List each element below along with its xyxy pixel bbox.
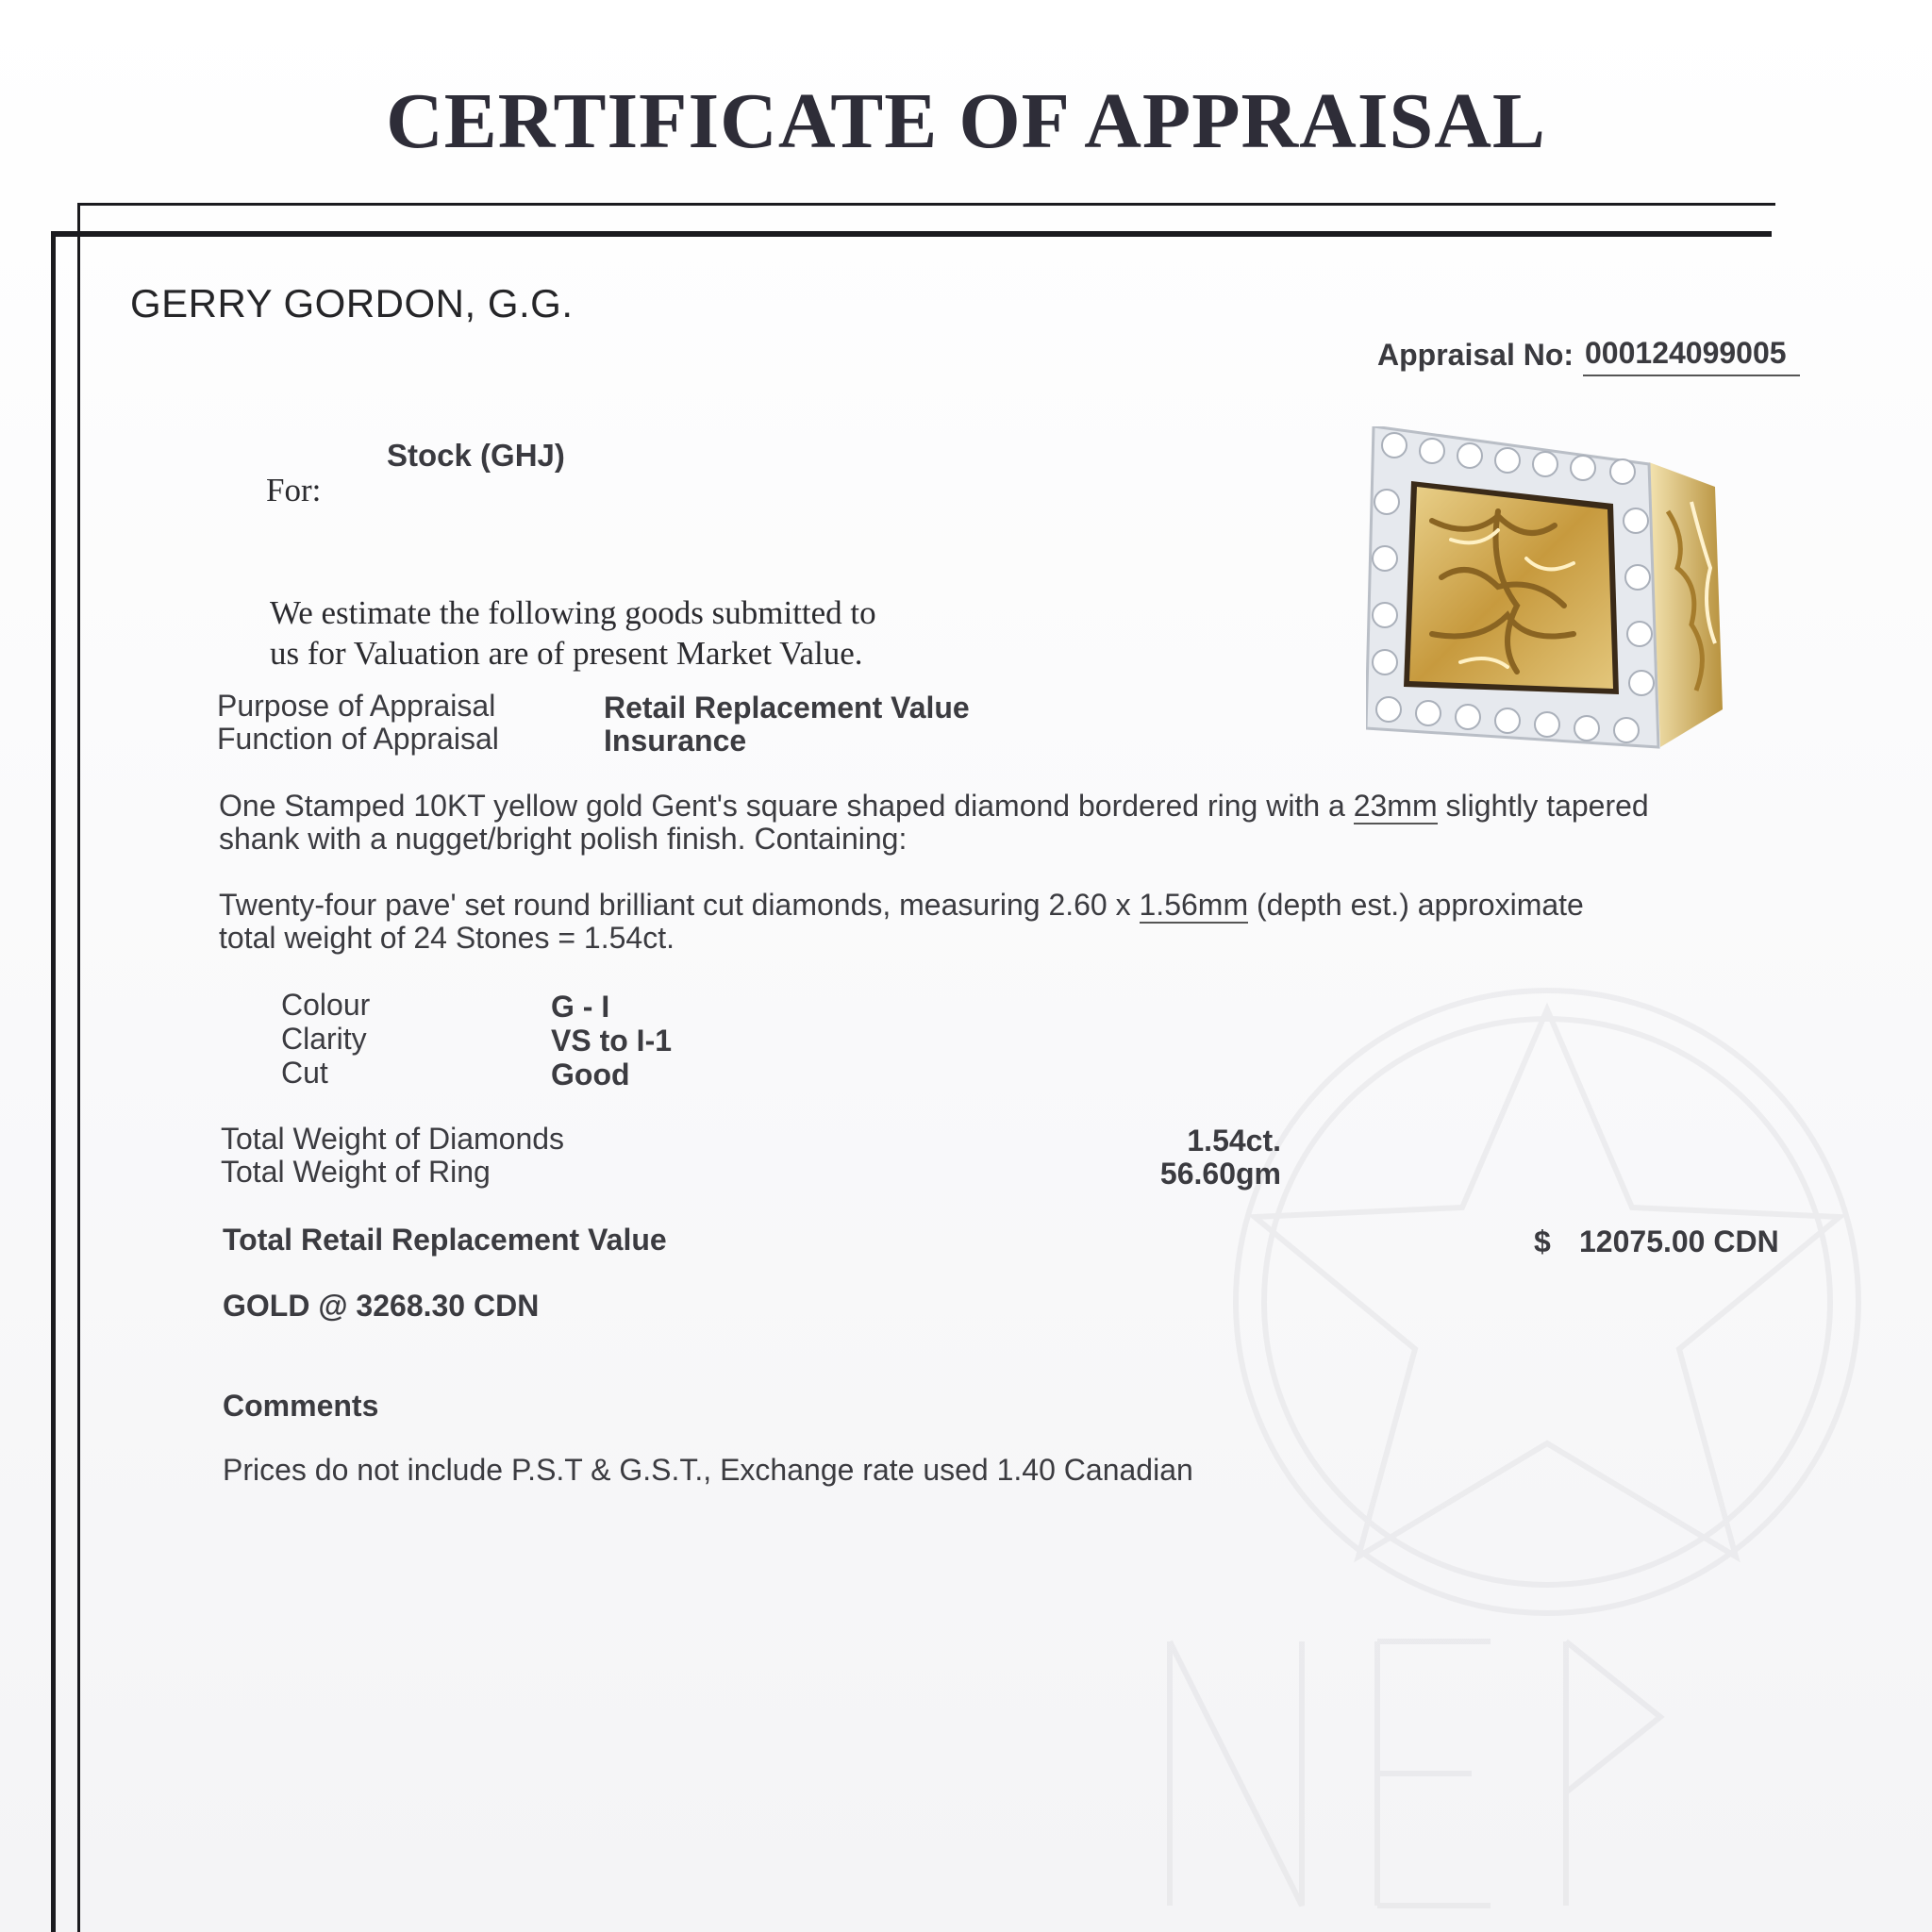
frame-top-outer	[77, 203, 1775, 206]
diamonds-text-b: (depth est.) approximate	[1248, 888, 1584, 922]
comments-heading: Comments	[223, 1389, 379, 1423]
for-label: For:	[266, 472, 322, 508]
comments-text: Prices do not include P.S.T & G.S.T., Exchange rate used 1.40 Canadian	[223, 1453, 1193, 1487]
grading-label-colour: Colour	[281, 988, 371, 1022]
weight-label-diamonds: Total Weight of Diamonds	[221, 1122, 565, 1156]
total-value-amount: 12075.00 CDN	[1579, 1224, 1779, 1258]
purpose-value: Retail Replacement Value	[604, 691, 970, 724]
function-label: Function of Appraisal	[217, 722, 499, 756]
description-measurement: 23mm	[1353, 789, 1438, 823]
total-currency-symbol: $	[1534, 1224, 1551, 1258]
appraisal-number-underline	[1583, 375, 1800, 376]
diamonds-measurement: 1.56mm	[1139, 888, 1249, 922]
client-name: Stock (GHJ)	[387, 438, 565, 473]
description-line-1	[219, 789, 1649, 824]
description-text-a: One Stamped 10KT yellow gold Gent's square shaped diamond bordered ring with a	[219, 789, 1354, 823]
grading-label-clarity: Clarity	[281, 1022, 367, 1056]
appraiser-name: GERRY GORDON, G.G.	[130, 281, 574, 325]
frame-top-inner	[53, 231, 1772, 237]
grading-value-colour: G - I	[551, 990, 610, 1024]
description-line-2: shank with a nugget/bright polish finish. Containing:	[219, 822, 908, 856]
appraisal-number: 000124099005	[1585, 336, 1787, 370]
certificate-title: CERTIFICATE OF APPRAISAL	[386, 77, 1546, 165]
intro-line-1: We estimate the following goods submitted to	[270, 594, 876, 631]
appraisal-number-label: Appraisal No:	[1377, 338, 1574, 372]
grading-label-cut: Cut	[281, 1056, 328, 1090]
diamonds-text-a: Twenty-four pave' set round brilliant cut diamonds, measuring 2.60 x	[219, 888, 1140, 922]
description-text-b: slightly tapered	[1437, 789, 1649, 823]
function-value: Insurance	[604, 724, 747, 758]
intro-line-2: us for Valuation are of present Market Value.	[270, 635, 863, 672]
diamonds-line-1	[219, 888, 1584, 923]
grading-value-clarity: VS to I-1	[551, 1024, 673, 1058]
star-seal-watermark-icon	[1057, 906, 1906, 1924]
diamond-nugget-ring-image	[1366, 426, 1724, 758]
purpose-label: Purpose of Appraisal	[217, 689, 496, 723]
diamonds-line-2: total weight of 24 Stones = 1.54ct.	[219, 921, 675, 955]
gold-price-line: GOLD @ 3268.30 CDN	[223, 1289, 540, 1323]
weight-value-diamonds: 1.54ct.	[1187, 1124, 1281, 1158]
frame-left-inner	[77, 203, 80, 1932]
grading-value-cut: Good	[551, 1058, 630, 1091]
total-value-label: Total Retail Replacement Value	[223, 1223, 667, 1257]
frame-left-outer	[51, 231, 56, 1932]
weight-value-ring: 56.60gm	[1159, 1157, 1281, 1191]
weight-label-ring: Total Weight of Ring	[221, 1155, 491, 1189]
